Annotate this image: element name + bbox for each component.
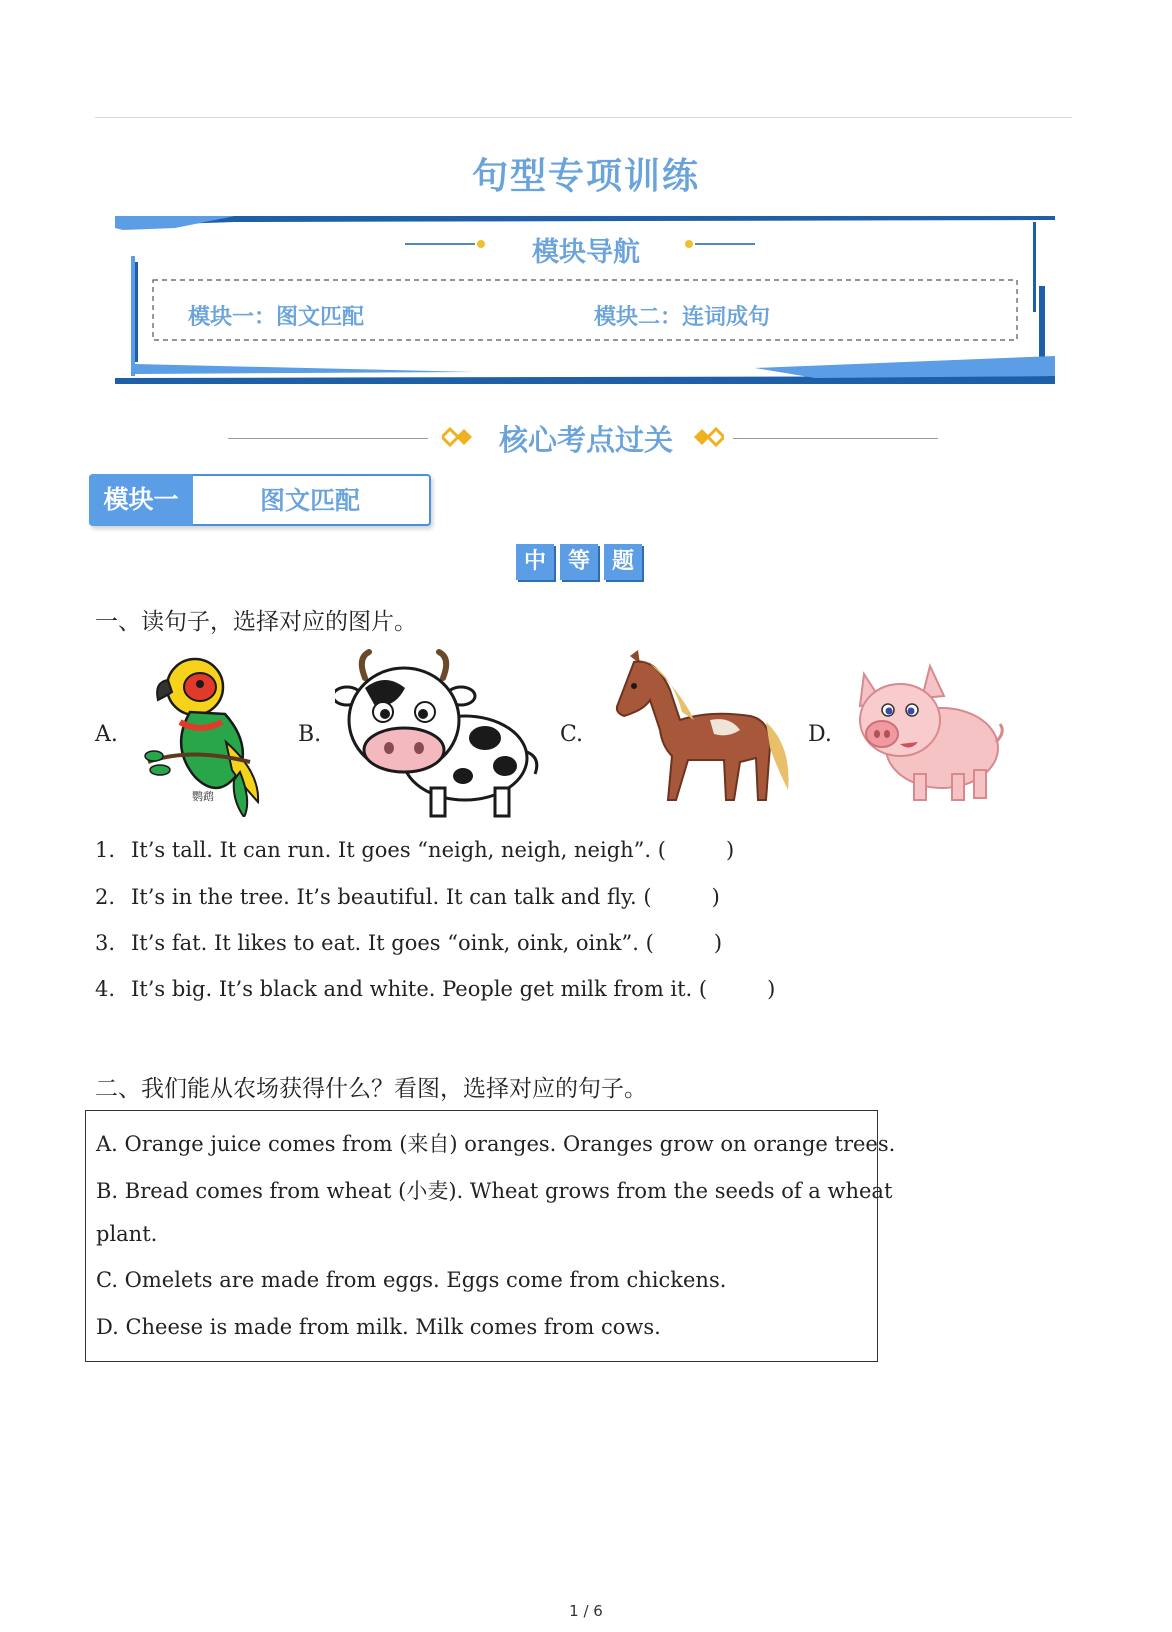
pig-icon <box>852 662 1010 804</box>
option-b-sentence: B. Bread comes from wheat (小麦). Wheat grows from the seeds of a wheat <box>96 1179 893 1203</box>
sentence-text: It’s fat. It likes to eat. It goes “oink, oink, oink”. ( <box>131 931 654 955</box>
question-2-heading: 二、我们能从农场获得什么？看图，选择对应的句子。 <box>95 1076 647 1102</box>
option-c-sentence: C. Omelets are made from eggs. Eggs come from chickens. <box>96 1268 727 1292</box>
difficulty-badge: 中 <box>516 544 554 580</box>
horse-icon <box>610 650 795 812</box>
header-rule <box>95 117 1072 118</box>
module-tag: 模块一 <box>89 474 193 526</box>
option-d-sentence: D. Cheese is made from milk. Milk comes from cows. <box>96 1315 661 1339</box>
option-a-letter: A. <box>95 722 118 747</box>
difficulty-badge: 等 <box>560 544 598 580</box>
difficulty-badge: 题 <box>604 544 642 580</box>
sentence-close: ) <box>767 977 776 1001</box>
option-a-sentence: A. Orange juice comes from (来自) oranges. Oranges grow on orange trees. <box>96 1132 896 1156</box>
page-number: 1 / 6 <box>569 1602 603 1620</box>
core-heading: 核心考点过关 <box>498 423 673 457</box>
sentence-close: ) <box>713 931 723 955</box>
page-title: 句型专项训练 <box>471 156 700 197</box>
parrot-icon <box>140 652 280 817</box>
module-name: 图文匹配 <box>259 486 360 515</box>
question-1-heading: 一、读句子，选择对应的图片。 <box>95 609 417 635</box>
sentence-4 <box>95 977 775 1001</box>
option-c-letter: C. <box>560 722 584 747</box>
option-d-letter: D. <box>808 722 832 747</box>
diamond-arrow-icon <box>694 426 724 448</box>
sentence-close: ) <box>725 838 735 862</box>
parrot-caption: 鹦鹉 <box>192 790 214 803</box>
cow-icon <box>335 648 545 820</box>
nav-item-module-2[interactable]: 模块二：连词成句 <box>594 305 771 330</box>
sentence-number: 3. <box>95 931 116 955</box>
nav-item-module-1[interactable]: 模块一：图文匹配 <box>188 305 365 330</box>
sentence-number: 4. <box>95 977 116 1001</box>
sentence-1 <box>95 838 734 862</box>
sentence-text: It’s big. It’s black and white. People get milk from it. ( <box>131 977 708 1001</box>
sentence-text: It’s tall. It can run. It goes “neigh, neigh, neigh”. ( <box>131 838 666 862</box>
option-b-letter: B. <box>298 722 322 747</box>
module-nav-title: 模块导航 <box>532 237 640 268</box>
sentence-number: 1. <box>95 838 116 862</box>
sentence-number: 2. <box>95 885 116 909</box>
sentence-close: ) <box>711 885 720 909</box>
sentence-text: It’s in the tree. It’s beautiful. It can talk and fly. ( <box>131 885 652 909</box>
option-b-sentence-cont: plant. <box>96 1222 158 1246</box>
sentence-2 <box>95 885 720 909</box>
sentence-3 <box>95 931 722 955</box>
